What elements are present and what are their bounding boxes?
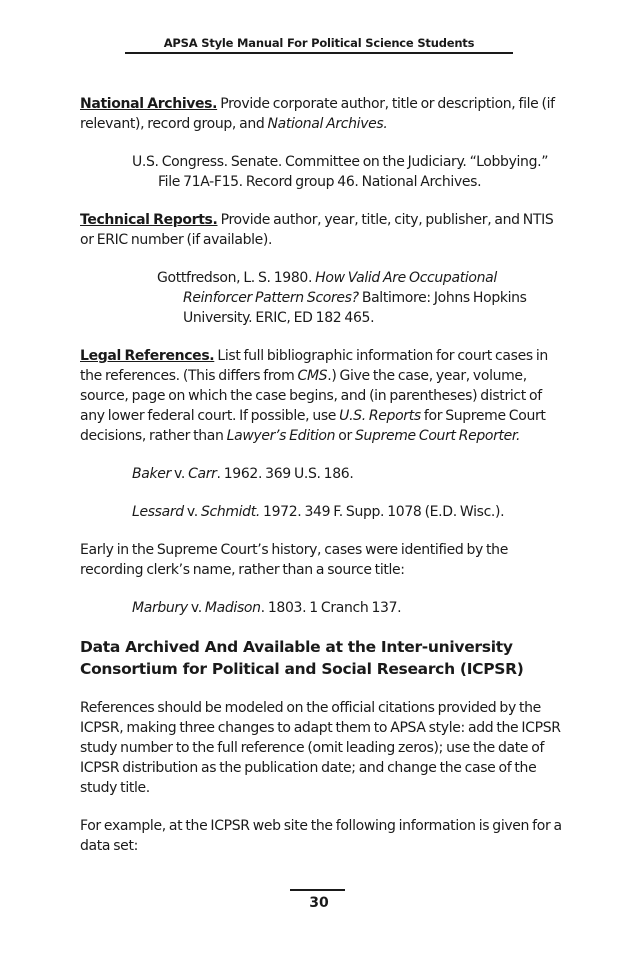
case-party: Carr [188, 466, 217, 482]
citation-author: Gottfredson, L. S. 1980. [157, 270, 316, 286]
legal-desc-part: .) Give the case, year, volume, source, page on which the case begins, and (in parentheses) district of any lower federal court. If possible, use [80, 368, 542, 424]
case-details: . 1803. 1 Cranch 137. [260, 600, 402, 616]
technical-reports-paragraph [80, 210, 562, 250]
national-archives-desc: Provide corporate author, title or description, file (if relevant), record group, and [80, 96, 555, 132]
case-party: Madison [204, 600, 261, 616]
legal-desc-em: Lawyer’s Edition [226, 428, 336, 444]
legal-example-marbury [80, 598, 562, 618]
running-head: APSA Style Manual For Political Science Students [163, 36, 475, 50]
case-details: . 1962. 369 U.S. 186. [216, 466, 354, 482]
legal-example-baker [80, 464, 562, 484]
case-details: 1972. 349 F. Supp. 1078 (E.D. Wisc.). [259, 504, 505, 520]
national-archives-example-line-1: U.S. Congress. Senate. Committee on the Judiciary. “Lobbying.” [132, 154, 549, 170]
national-archives-paragraph [80, 94, 562, 134]
case-versus: v. [170, 466, 189, 482]
national-archives-desc-em: National Archives. [267, 116, 388, 132]
icpsr-paragraph-2: For example, at the ICPSR web site the following information is given for a data set: [80, 818, 562, 854]
case-party: Lessard [132, 504, 184, 520]
case-versus: v. [187, 600, 205, 616]
case-versus: v. [183, 504, 201, 520]
early-history-paragraph: Early in the Supreme Court’s history, cases were identified by the recording clerk’s name, rather than a source title: [80, 542, 508, 578]
legal-desc-part: List full bibliographic information for court cases in the references. (This differs from [80, 348, 548, 384]
icpsr-heading: Data Archived And Available at the Inter-university Consortium for Political and Social Research (ICPSR) [80, 638, 524, 678]
legal-desc-em: Supreme Court Reporter. [355, 428, 521, 444]
technical-reports-example [106, 268, 562, 328]
legal-references-paragraph [80, 346, 562, 446]
page-number-rule [290, 889, 345, 891]
page-number: 30 [309, 895, 329, 911]
legal-desc-part: for Supreme Court decisions, rather than [80, 408, 546, 444]
case-party: Schmidt. [200, 504, 260, 520]
national-archives-term: National Archives. [80, 96, 218, 112]
running-head-rule [125, 52, 513, 54]
legal-references-term: Legal References. [80, 348, 215, 364]
legal-desc-em: CMS [297, 368, 328, 384]
case-party: Baker [132, 466, 171, 482]
legal-example-lessard [80, 502, 562, 522]
legal-desc-part: or [335, 428, 355, 444]
icpsr-paragraph-1: References should be modeled on the official citations provided by the ICPSR, making three changes to adapt them to APSA style: add the ICPSR study number to the full reference (omit leading zeros); use the date of ICPSR distribution as the publication date; and change the case of the study title. [80, 700, 561, 796]
legal-desc-em: U.S. Reports [339, 408, 421, 424]
technical-reports-desc: Provide author, year, title, city, publisher, and NTIS or ERIC number (if available). [80, 212, 554, 248]
technical-reports-term: Technical Reports. [80, 212, 218, 228]
case-party: Marbury [132, 600, 188, 616]
national-archives-example-line-2: File 71A-F15. Record group 46. National Archives. [158, 174, 482, 190]
page-body [80, 94, 562, 856]
citation-details: Baltimore: Johns Hopkins University. ERIC, ED 182 465. [183, 290, 527, 326]
citation-title: How Valid Are Occupational Reinforcer Pattern Scores? [183, 270, 497, 306]
